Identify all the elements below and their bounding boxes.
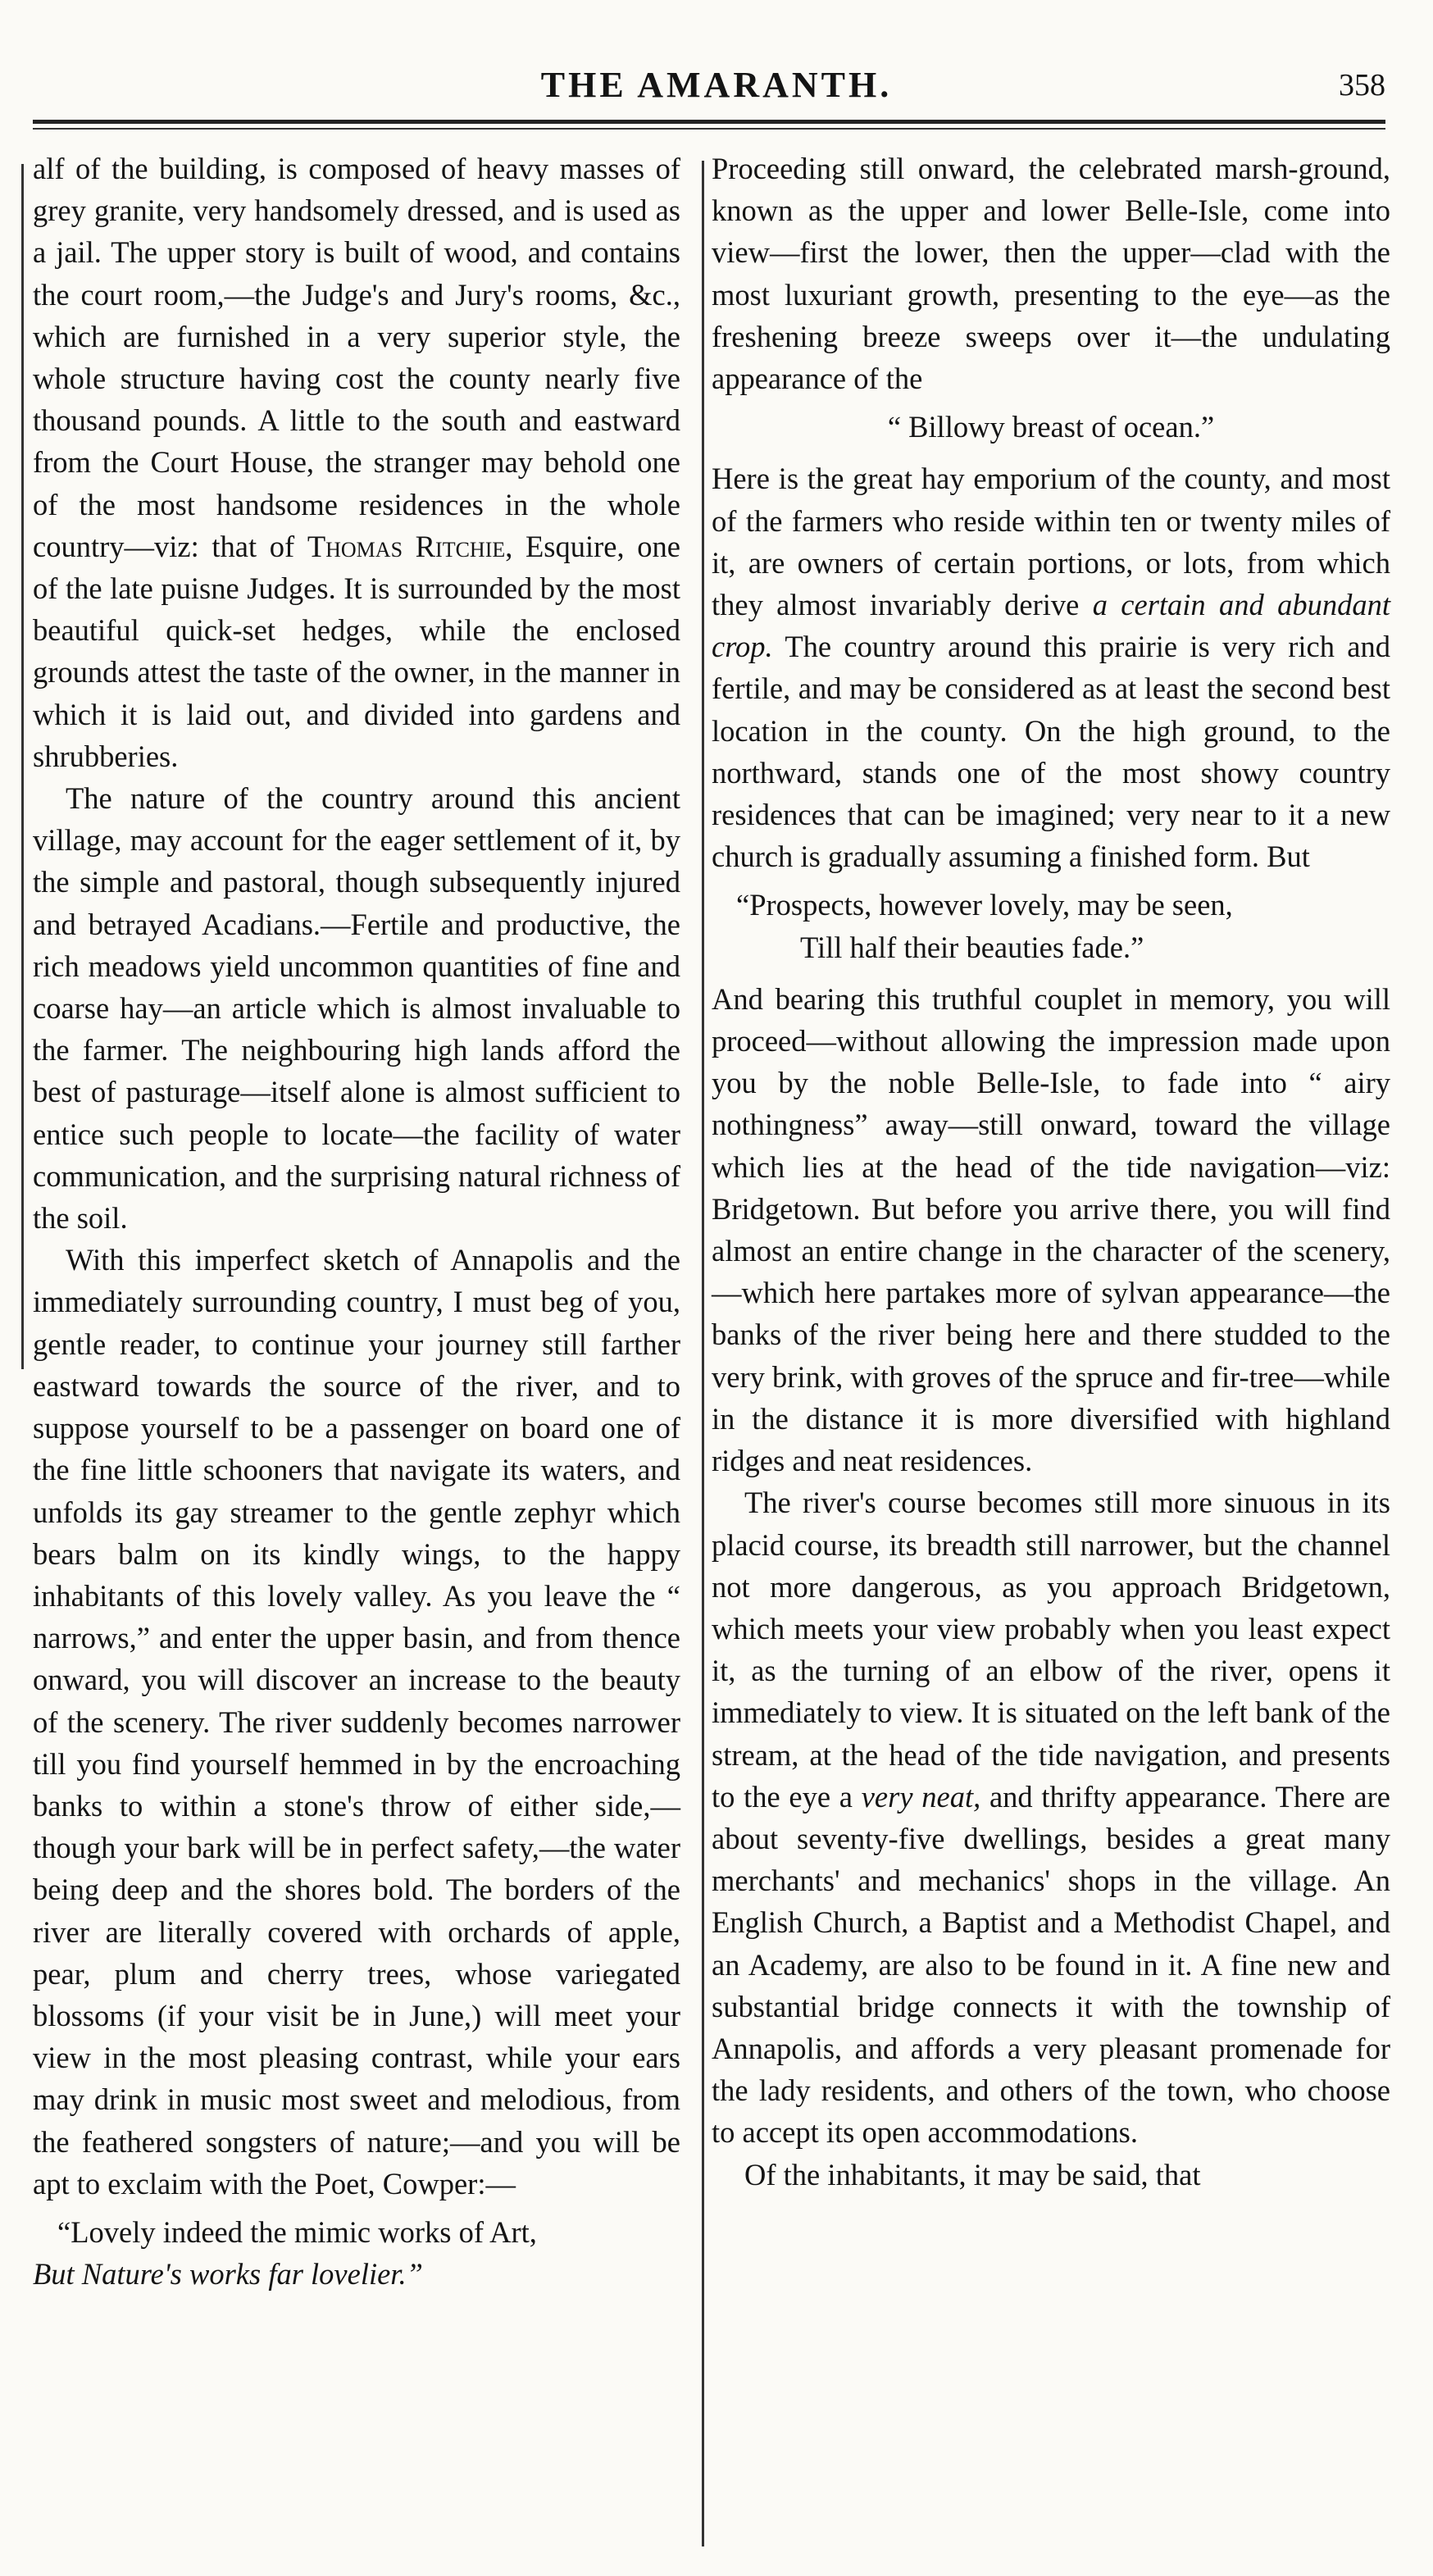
header-rule-thin [33,128,1385,130]
quote-line: Till half their beauties fade.” [800,930,1144,964]
prospects-quote [712,884,1390,967]
paragraph-inhabitants: Of the inhabitants, it may be said, that [744,2157,1201,2191]
page-number: 358 [1339,68,1385,102]
page-header [0,0,1433,139]
right-column [712,148,1390,2196]
person-name: Thomas Ritchie, [307,529,513,563]
quote-line: “Prospects, however lovely, may be seen, [736,888,1233,922]
left-margin-rule [21,164,24,1369]
paragraph-country-nature: The nature of the country around this ancient village, may account for the eager settlement of it, by the simple and pastoral, though subsequently injured and betrayed Acadians.—Fertile and productive, the rich meadows yield uncommon quantities of fine and coarse hay—an article which is almost invaluable to the farmer. The neighbouring high lands afford the best of pasturage—itself alone is almost sufficient to entice such people to locate—the facility of water communication, and the surprising natural richness of the soil. [33,781,680,1236]
paragraph-belle-isle: Proceeding still onward, the celebrated marsh-ground, known as the upper and lower Belle-Isle, come into view—first the lower, then the upper—clad with the most luxuriant growth, presenting to the eye—as the freshening breeze sweeps over it—the undulating appearance of the [712,152,1390,396]
quote-line: But Nature's works far lovelier.” [33,2257,423,2292]
running-title: THE AMARANTH. [540,65,893,105]
paragraph-bridgetown-approach: And bearing this truthful couplet in memory, you will proceed—without allowing the impression made upon you by the noble Belle-Isle, to fade into “ airy nothingness” away—still onward, toward the village which lies at the head of the tide navigation—viz: Bridgetown. But before you arrive there, you will find almost an entire change in the character of the scenery,—which here partakes more of sylvan appearance—the banks of the river being here and there studded to the very brink, with groves of the spruce and fir-tree—while in the distance it is more diversified with highland ridges and neat residences. [712,981,1390,1478]
paragraph-hay-emporium: Here is the great hay emporium of the county, and most of the farmers who reside within ten or twenty miles of it, are owners of certain portions, or lots, from which they almost invariably derive a certain and abundant crop. The country around this prairie is very rich and fertile, and may be considered as at least the second best location in the county. On the high ground, to the northward, stands one of the most showy country residences that can be imagined; very near to it a new church is gradually assuming a finished form. But [712,462,1390,874]
paragraph-river-course: The river's course becomes still more sinuous in its placid course, its breadth still narrower, but the channel not more dangerous, as you approach Bridgetown, which meets your view probably when you least expect it, as the turning of an elbow of the river, opens it immediately to view. It is situated on the left bank of the stream, at the head of the tide navigation, and presents to the eye a very neat, and thrifty appearance. There are about seventy-five dwellings, besides a great many merchants' and mechanics' shops in the village. An English Church, a Baptist and a Methodist Chapel, and an Academy, are also to be found in it. A fine new and substantial bridge connects it with the township of Annapolis, and affords a very pleasant promenade for the lady residents, and others of the town, who choose to accept its open accommodations. [712,1486,1390,2150]
header-rule-thick [33,120,1385,124]
billowy-quote: “ Billowy breast of ocean.” [887,410,1215,444]
quote-line: “Lovely indeed the mimic works of Art, [57,2214,537,2249]
paragraph-jail-description: alf of the building, is composed of heavy masses of grey granite, very handsomely dressed, and is used as a jail. The upper story is built of wood, and contains the court room,—the Judge's and Jury's rooms, &c., which are furnished in a very superior style, the whole structure having cost the county nearly five thousand pounds. A little to the south and eastward from the Court House, the stranger may behold one of the most handsome residences in the whole country—viz: that of Thomas Ritchie, Esquire, one of the late puisne Judges. It is surrounded by the most beautiful quick-set hedges, while the enclosed grounds attest the taste of the owner, in the manner in which it is laid out, and divided into gardens and shrubberies. [33,152,680,773]
column-divider [702,161,704,2546]
cowper-quote [33,2211,680,2295]
paragraph-river-journey: With this imperfect sketch of Annapolis and the immediately surrounding country, I must beg of you, gentle reader, to continue your journey still farther eastward towards the source of the river, and to suppose yourself to be a passenger on board one of the fine little schooners that navigate its waters, and unfolds its gay streamer to the gentle zephyr which bears balm on its kindly wings, to the happy inhabitants of this lovely valley. As you leave the “ narrows,” and enter the upper basin, and from thence onward, you will discover an increase to the beauty of the scenery. The river suddenly becomes narrower till you find yourself hemmed in by the encroaching banks to within a stone's throw of either side,—though your bark will be in perfect safety,—the water being deep and the shores bold. The borders of the river are literally covered with orchards of apple, pear, plum and cherry trees, whose variegated blossoms (if your visit be in June,) will meet your view in the most pleasing contrast, while your ears may drink in music most sweet and melodious, from the feathered songsters of nature;—and you will be apt to exclaim with the Poet, Cowper:— [33,1243,680,2201]
left-column [33,148,680,2305]
